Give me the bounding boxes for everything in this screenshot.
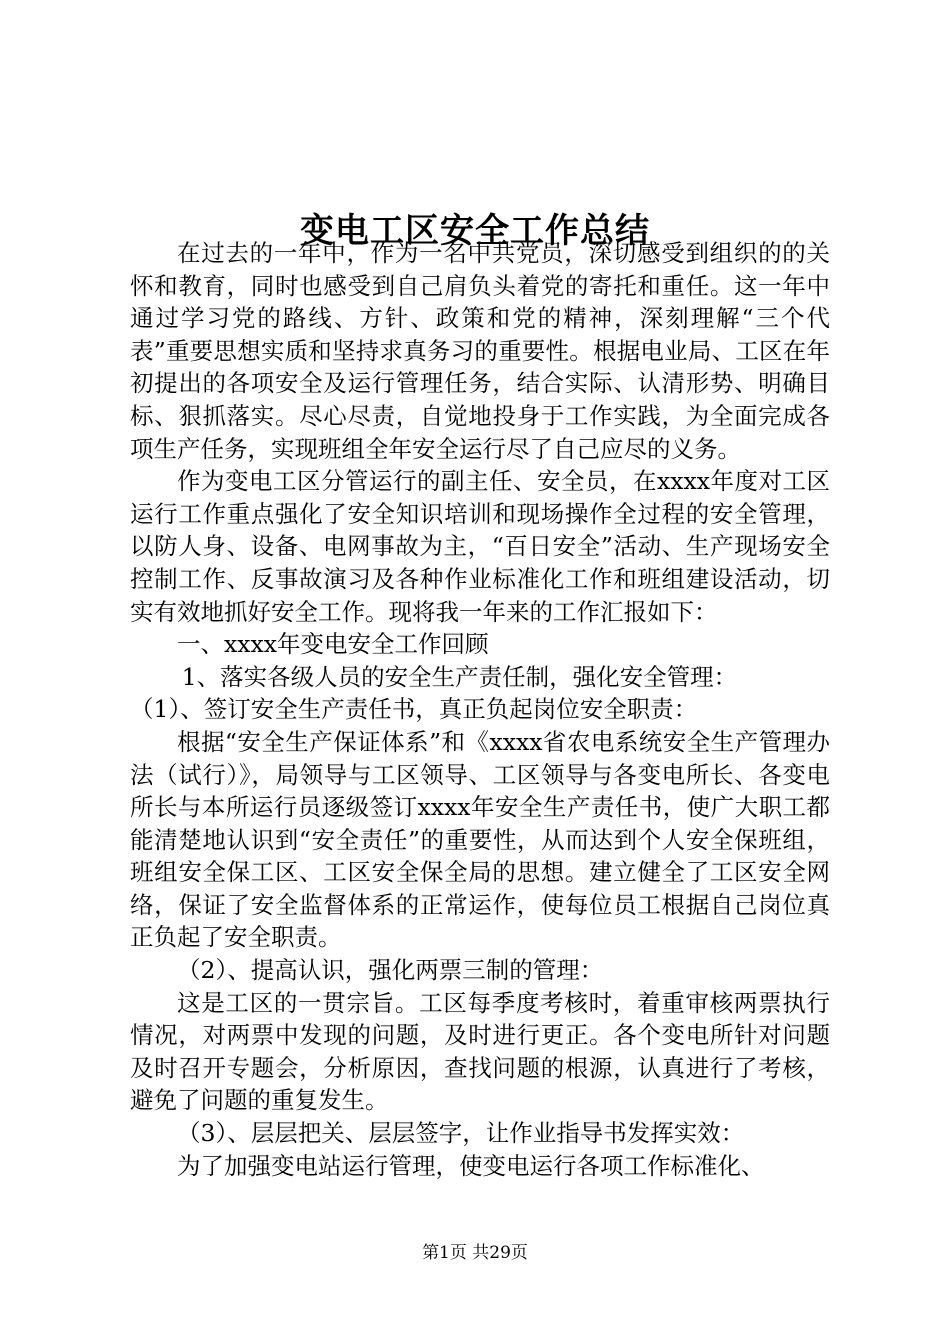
paragraph-responsibility: 根据“安全生产保证体系”和《xxxx省农电系统安全生产管理办法（试行）》，局领导与工区领导、工区领导与各变电所长、各变电所长与本所运行员逐级签订xxxx年安全生产责任书，使广大职工都能清楚地认识到“安全责任”的重要性，从而达到个人安全保班组，班组安全保工区、工区安全保全局的思想。建立健全了工区安全网络，保证了安全监督体系的正常运作，使每位员工根据自己岗位真正负起了安全职责。 [130, 727, 830, 952]
document-body [130, 237, 830, 1182]
item-heading-2: （2）、提高认识，强化两票三制的管理： [177, 956, 604, 985]
subsection-heading-responsibility: 1、落实各级人员的安全生产责任制，强化安全管理： [181, 662, 738, 691]
paragraph-two-tickets: 这是工区的一贯宗旨。工区每季度考核时，着重审核两票执行情况，对两票中发现的问题，及时进行更正。各个变电所针对问题及时召开专题会，分析原因，查找问题的根源，认真进行了考核，避免了问题的重复发生。 [130, 988, 830, 1115]
paragraph-role: 作为变电工区分管运行的副主任、安全员，在xxxx年度对工区运行工作重点强化了安全知识培训和现场操作全过程的安全管理，以防人身、设备、电网事故为主，“百日安全”活动、生产现场安全控制工作、反事故演习及各种作业标准化工作和班组建设活动，切实有效地抓好安全工作。现将我一年来的工作汇报如下： [130, 467, 830, 626]
document-title: 变电工区安全工作总结 [300, 210, 650, 251]
paragraph-guidance: 为了加强变电站运行管理，使变电运行各项工作标准化、 [177, 1151, 765, 1180]
section-heading-review: 一、xxxx年变电安全工作回顾 [177, 630, 489, 659]
page-number: 第1页 共29页 [422, 1243, 528, 1263]
item-heading-1: （1）、签订安全生产责任书，真正负起岗位安全职责： [130, 695, 698, 724]
item-heading-3: （3）、层层把关、层层签字，让作业指导书发挥实效： [177, 1119, 745, 1148]
paragraph-intro: 在过去的一年中，作为一名中共党员，深切感受到组织的的关怀和教育，同时也感受到自己肩负头着党的寄托和重任。这一年中通过学习党的路线、方针、政策和党的精神，深刻理解“三个代表”重要思想实质和坚持求真务习的重要性。根据电业局、工区在年初提出的各项安全及运行管理任务，结合实际、认清形势、明确目标、狠抓落实。尽心尽责，自觉地投身于工作实践，为全面完成各项生产任务，实现班组全年安全运行尽了自己应尽的义务。 [130, 239, 830, 463]
